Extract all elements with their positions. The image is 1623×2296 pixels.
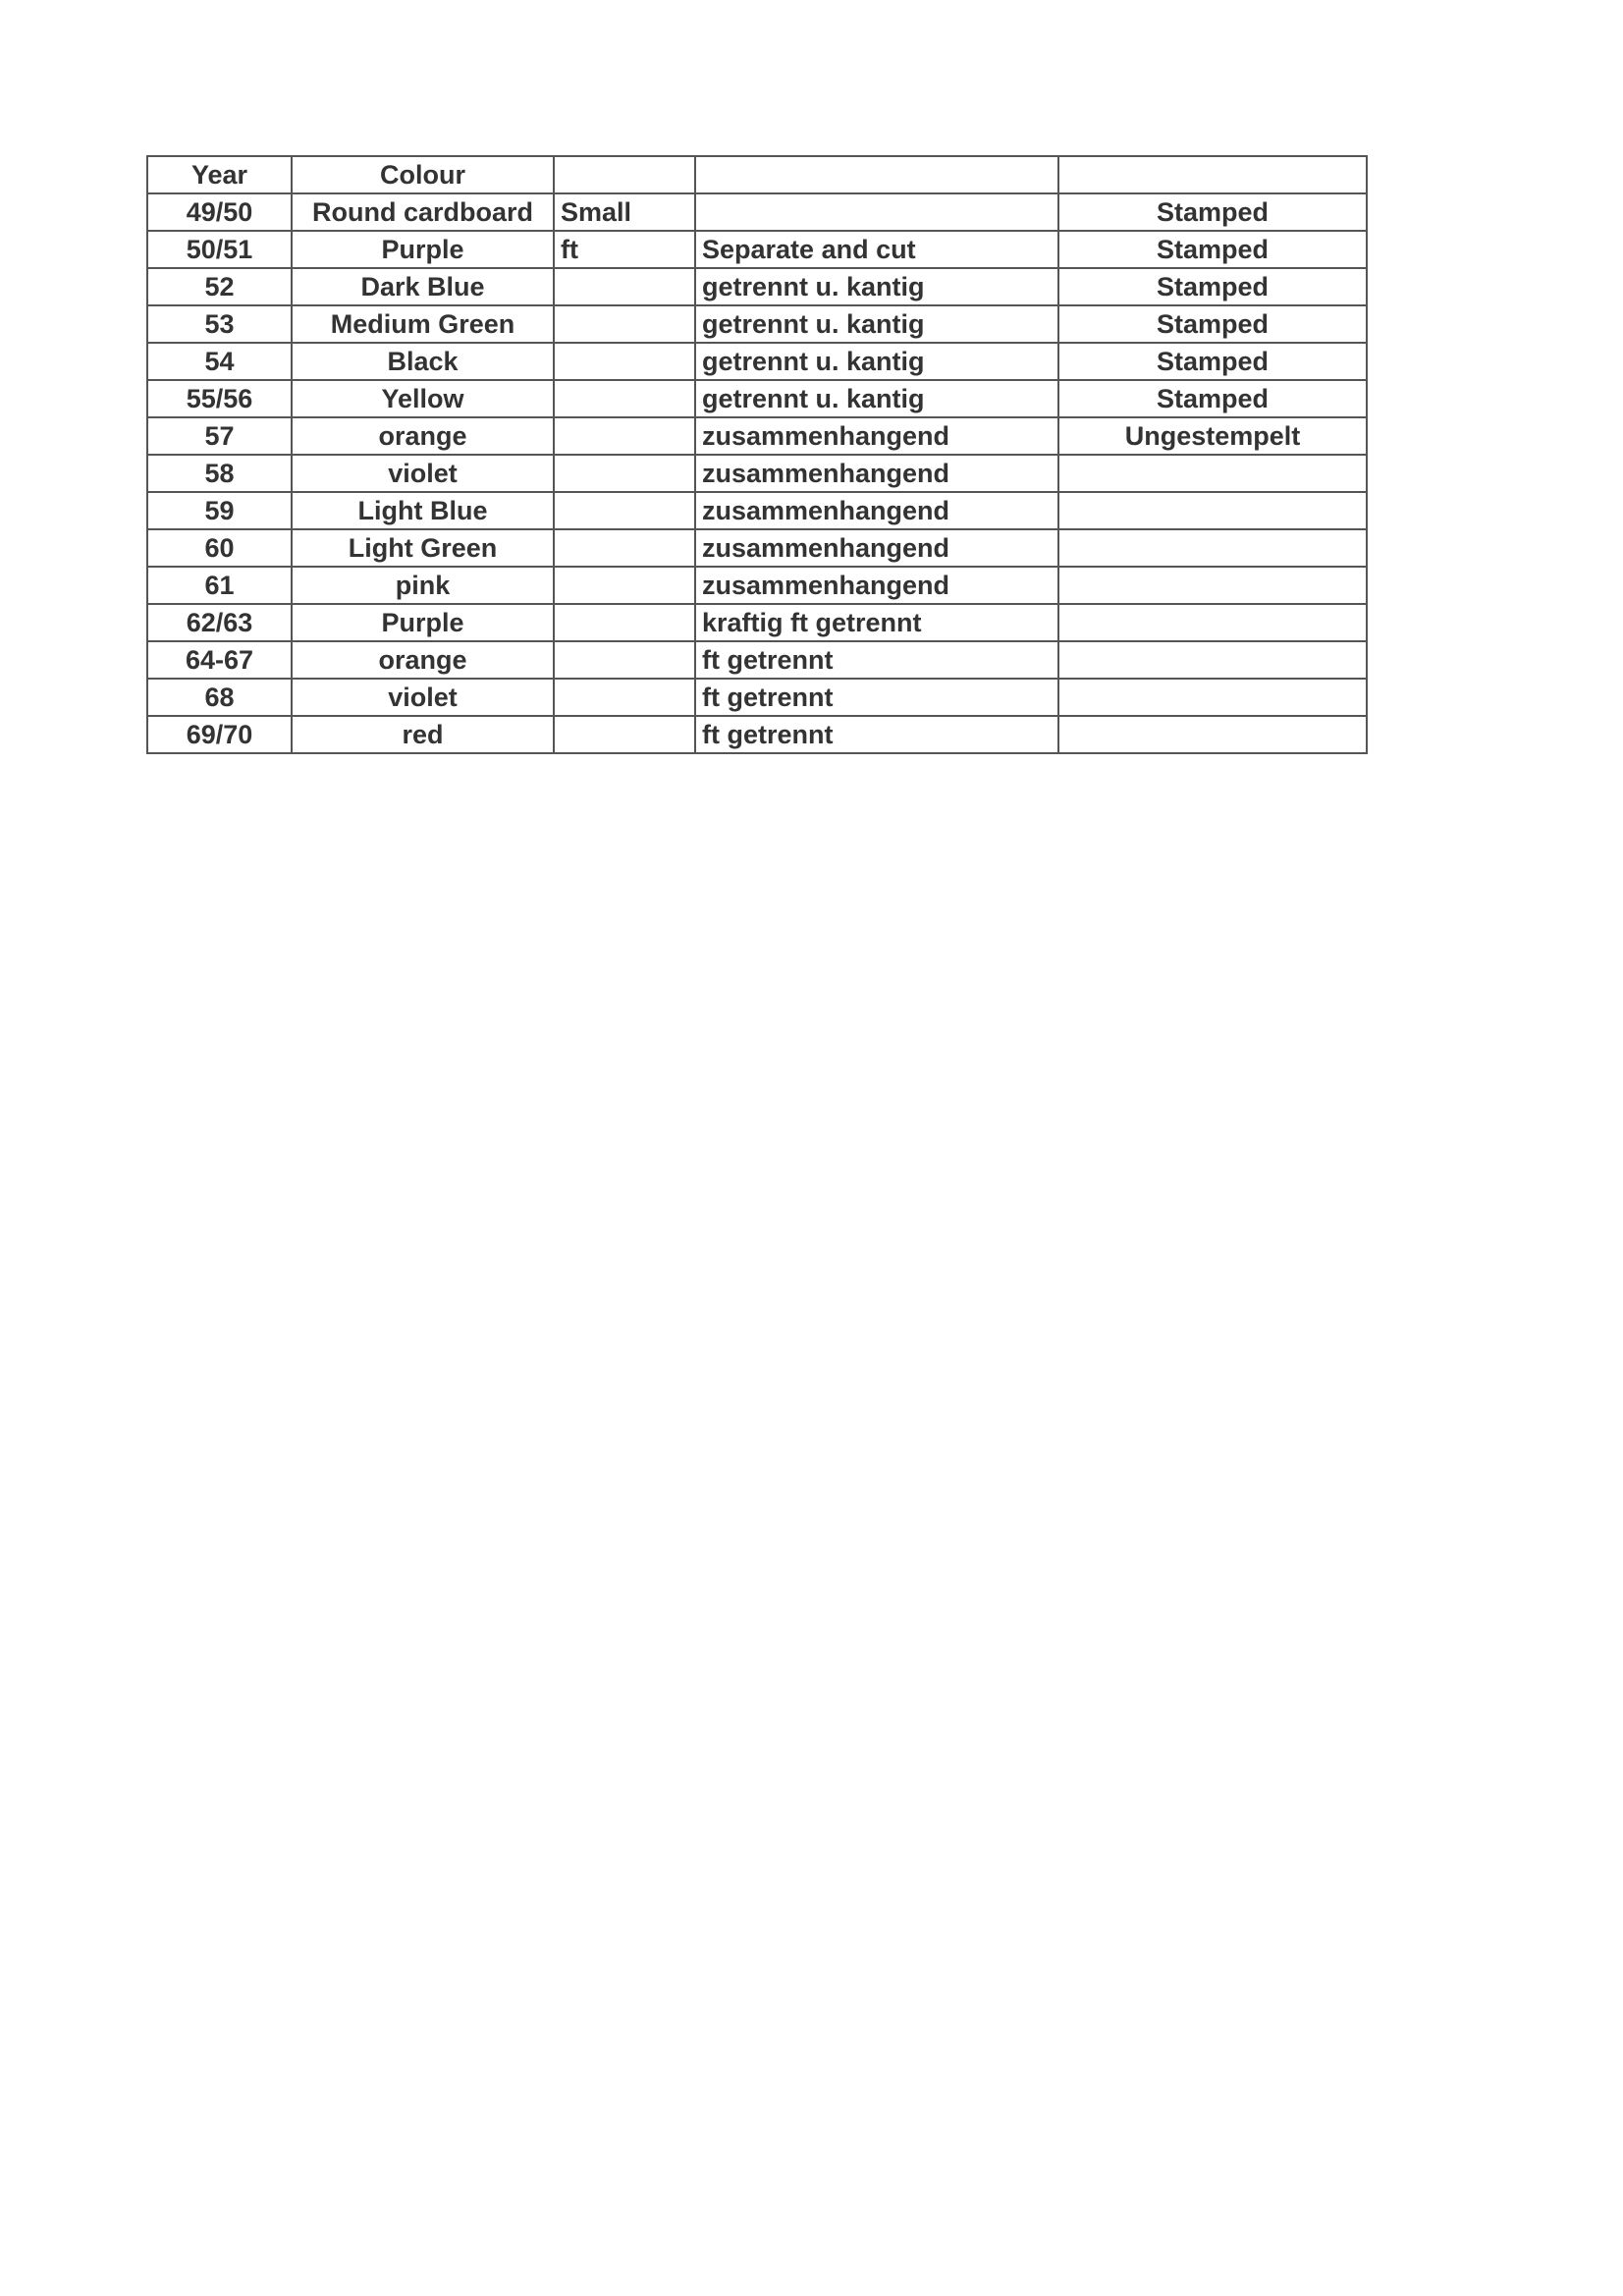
- cell-stamp: [1058, 529, 1367, 567]
- cell-cut: zusammenhangend: [695, 417, 1058, 455]
- cell-year: 50/51: [147, 231, 292, 268]
- table-row: [147, 604, 1367, 641]
- cell-size: ft: [554, 231, 695, 268]
- cell-cut: getrennt u. kantig: [695, 268, 1058, 305]
- cell-year: 55/56: [147, 380, 292, 417]
- table-row: [147, 417, 1367, 455]
- cell-year: 59: [147, 492, 292, 529]
- table-row: [147, 231, 1367, 268]
- cell-cut: getrennt u. kantig: [695, 380, 1058, 417]
- cell-year: 62/63: [147, 604, 292, 641]
- table-row: [147, 193, 1367, 231]
- cell-colour: Light Blue: [292, 492, 554, 529]
- table-row: [147, 679, 1367, 716]
- table-row: [147, 380, 1367, 417]
- cell-stamp: Ungestempelt: [1058, 417, 1367, 455]
- cell-colour: red: [292, 716, 554, 753]
- cell-cut: zusammenhangend: [695, 455, 1058, 492]
- table-row: [147, 641, 1367, 679]
- cell-colour: Purple: [292, 604, 554, 641]
- cell-size: [554, 455, 695, 492]
- cell-size: [554, 492, 695, 529]
- header-size: [554, 156, 695, 193]
- cell-cut: getrennt u. kantig: [695, 343, 1058, 380]
- cell-cut: ft getrennt: [695, 679, 1058, 716]
- cell-cut: kraftig ft getrennt: [695, 604, 1058, 641]
- cell-size: [554, 679, 695, 716]
- cell-year: 61: [147, 567, 292, 604]
- cell-year: 53: [147, 305, 292, 343]
- cell-size: [554, 343, 695, 380]
- table-row: [147, 305, 1367, 343]
- cell-size: Small: [554, 193, 695, 231]
- cell-colour: violet: [292, 679, 554, 716]
- cell-stamp: [1058, 455, 1367, 492]
- cell-year: 69/70: [147, 716, 292, 753]
- cell-colour: pink: [292, 567, 554, 604]
- cell-stamp: Stamped: [1058, 231, 1367, 268]
- cell-stamp: [1058, 716, 1367, 753]
- cell-stamp: Stamped: [1058, 268, 1367, 305]
- cell-cut: zusammenhangend: [695, 567, 1058, 604]
- cell-year: 68: [147, 679, 292, 716]
- cell-size: [554, 567, 695, 604]
- cell-stamp: Stamped: [1058, 380, 1367, 417]
- cell-year: 58: [147, 455, 292, 492]
- table-row: [147, 492, 1367, 529]
- table-header-row: [147, 156, 1367, 193]
- cell-size: [554, 380, 695, 417]
- header-colour: Colour: [292, 156, 554, 193]
- cell-colour: violet: [292, 455, 554, 492]
- cell-size: [554, 268, 695, 305]
- cell-stamp: [1058, 679, 1367, 716]
- cell-colour: Round cardboard: [292, 193, 554, 231]
- cell-cut: ft getrennt: [695, 641, 1058, 679]
- cell-stamp: [1058, 492, 1367, 529]
- cell-stamp: Stamped: [1058, 193, 1367, 231]
- cell-stamp: Stamped: [1058, 343, 1367, 380]
- cell-size: [554, 417, 695, 455]
- header-cut: [695, 156, 1058, 193]
- cell-cut: getrennt u. kantig: [695, 305, 1058, 343]
- cell-stamp: [1058, 641, 1367, 679]
- cell-cut: ft getrennt: [695, 716, 1058, 753]
- cell-colour: Yellow: [292, 380, 554, 417]
- table-row: [147, 716, 1367, 753]
- cell-size: [554, 529, 695, 567]
- cell-year: 64-67: [147, 641, 292, 679]
- cell-cut: [695, 193, 1058, 231]
- cell-colour: Black: [292, 343, 554, 380]
- table-row: [147, 529, 1367, 567]
- cell-size: [554, 716, 695, 753]
- cell-year: 54: [147, 343, 292, 380]
- cell-cut: zusammenhangend: [695, 529, 1058, 567]
- cell-year: 57: [147, 417, 292, 455]
- cell-year: 60: [147, 529, 292, 567]
- cell-colour: orange: [292, 641, 554, 679]
- header-stamp: [1058, 156, 1367, 193]
- cell-size: [554, 604, 695, 641]
- cell-cut: Separate and cut: [695, 231, 1058, 268]
- table-row: [147, 268, 1367, 305]
- cell-size: [554, 305, 695, 343]
- header-year: Year: [147, 156, 292, 193]
- cell-stamp: [1058, 604, 1367, 641]
- cell-colour: Light Green: [292, 529, 554, 567]
- cell-cut: zusammenhangend: [695, 492, 1058, 529]
- table-row: [147, 455, 1367, 492]
- cell-year: 49/50: [147, 193, 292, 231]
- table-row: [147, 343, 1367, 380]
- cell-colour: Purple: [292, 231, 554, 268]
- cell-stamp: [1058, 567, 1367, 604]
- cell-size: [554, 641, 695, 679]
- cell-year: 52: [147, 268, 292, 305]
- cell-stamp: Stamped: [1058, 305, 1367, 343]
- table-row: [147, 567, 1367, 604]
- cell-colour: Dark Blue: [292, 268, 554, 305]
- data-table: [146, 155, 1368, 754]
- cell-colour: orange: [292, 417, 554, 455]
- cell-colour: Medium Green: [292, 305, 554, 343]
